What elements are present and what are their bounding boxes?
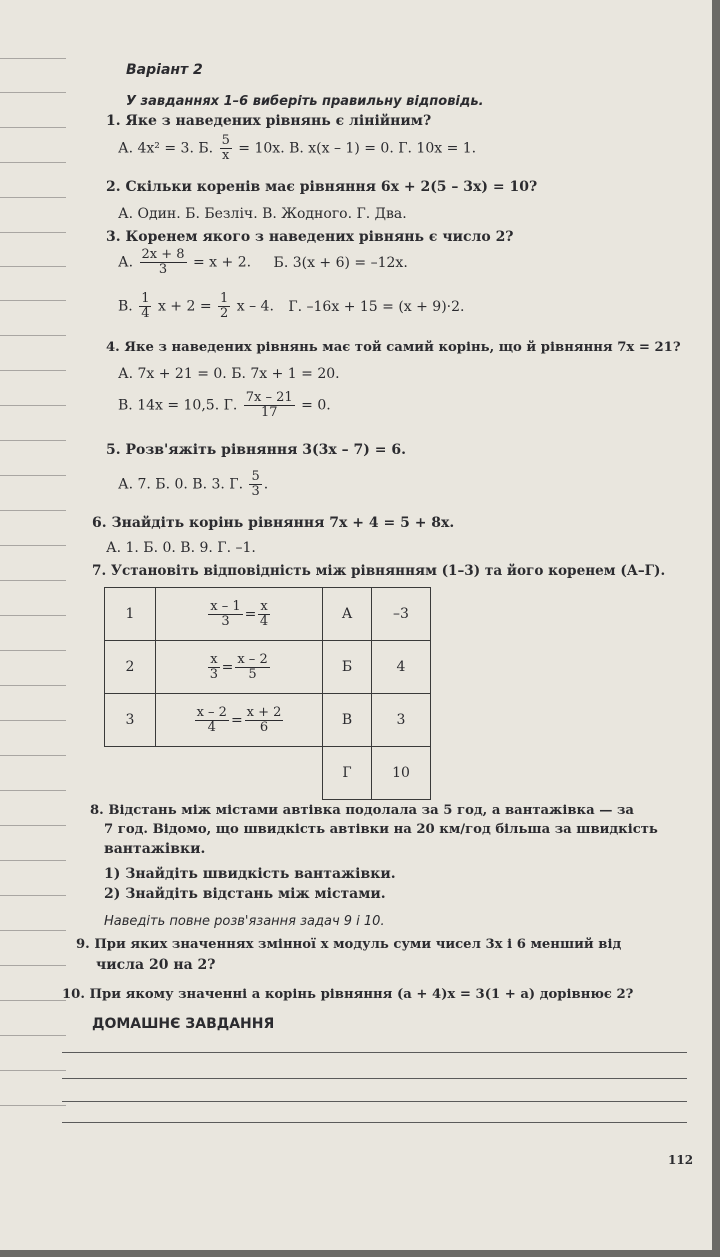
margin-ruled-lines	[0, 0, 70, 1250]
variant-title: Варіант 2	[126, 62, 203, 78]
q2-options: А. Один. Б. Безліч. В. Жодного. Г. Два.	[118, 206, 407, 222]
homework-line	[62, 1052, 687, 1053]
homework-line	[62, 1122, 687, 1123]
q4-options-ab: А. 7x + 21 = 0. Б. 7x + 1 = 20.	[118, 366, 340, 382]
q8-line3: вантажівки.	[104, 841, 206, 857]
homework-line	[62, 1078, 687, 1079]
q8-line1: 8. Відстань між містами автівка подолала за 5 год, а вантажівка — за	[90, 803, 634, 818]
q8-sub2: 2) Знайдіть відстань між містами.	[104, 886, 386, 902]
q3-options-ab: А. $\frac{2x + 8}{3}$ = x + 2. Б. 3(x + 6) = –12x.	[118, 247, 408, 277]
q10-text: 10. При якому значенні a корінь рівняння (a + 4)x = 3(1 + a) дорівнює 2?	[62, 987, 634, 1002]
q8-line2: 7 год. Відомо, що швидкість автівки на 20 км/год більша за швидкість	[104, 822, 658, 837]
q9-line1: 9. При яких значеннях змінної x модуль суми чисел 3x і 6 менший від	[76, 937, 622, 952]
q3-options-vg: В. $\frac{1}{4}$ x + 2 = $\frac{1}{2}$ x – 4. Г. –16x + 15 = (x + 9)·2.	[118, 291, 465, 321]
q8-sub1: 1) Знайдіть швидкість вантажівки.	[104, 866, 396, 882]
instruction: У завданнях 1–6 виберіть правильну відповідь.	[126, 94, 484, 109]
q1-options: А. 4x² = 3. Б. $\frac{5}{x}$ = 10x. В. x(x – 1) = 0. Г. 10x = 1.	[118, 133, 477, 163]
q7-text: 7. Установіть відповідність між рівнянням (1–3) та його коренем (А–Г).	[92, 563, 666, 579]
q3-text: 3. Коренем якого з наведених рівнянь є число 2?	[106, 229, 514, 245]
table-row: 3 $\frac{x - 2}{4}$ = $\frac{x + 2}{6}$ В 3	[105, 694, 431, 747]
q6-options: А. 1. Б. 0. В. 9. Г. –1.	[106, 540, 256, 556]
homework-heading: ДОМАШНЄ ЗАВДАННЯ	[92, 1016, 275, 1032]
q5-text: 5. Розв'яжіть рівняння 3(3x – 7) = 6.	[106, 442, 406, 458]
q2-text: 2. Скільки коренів має рівняння 6x + 2(5 – 3x) = 10?	[106, 179, 538, 195]
q4-text: 4. Яке з наведених рівнянь має той самий корінь, що й рівняння 7x = 21?	[106, 340, 681, 355]
page-number: 112	[668, 1153, 694, 1167]
q5-options: А. 7. Б. 0. В. 3. Г. $\frac{5}{3}$ .	[118, 469, 269, 499]
matching-table	[104, 587, 431, 800]
q6-text: 6. Знайдіть корінь рівняння 7x + 4 = 5 + 8x.	[92, 515, 455, 531]
solution-note: Наведіть повне розв'язання задач 9 і 10.	[104, 914, 385, 929]
q9-line2: числа 20 на 2?	[96, 957, 216, 973]
table-row: Г 10	[105, 747, 431, 800]
homework-line	[62, 1101, 687, 1102]
table-row: 2 $\frac{x}{3}$ = $\frac{x - 2}{5}$ Б 4	[105, 641, 431, 694]
q4-options-vg: В. 14x = 10,5. Г. $\frac{7x - 21}{17}$ = 0.	[118, 390, 331, 420]
table-row: 1 $\frac{x - 1}{3}$ = $\frac{x}{4}$ А –3	[105, 588, 431, 641]
q1-text: 1. Яке з наведених рівнянь є лінійним?	[106, 113, 432, 129]
